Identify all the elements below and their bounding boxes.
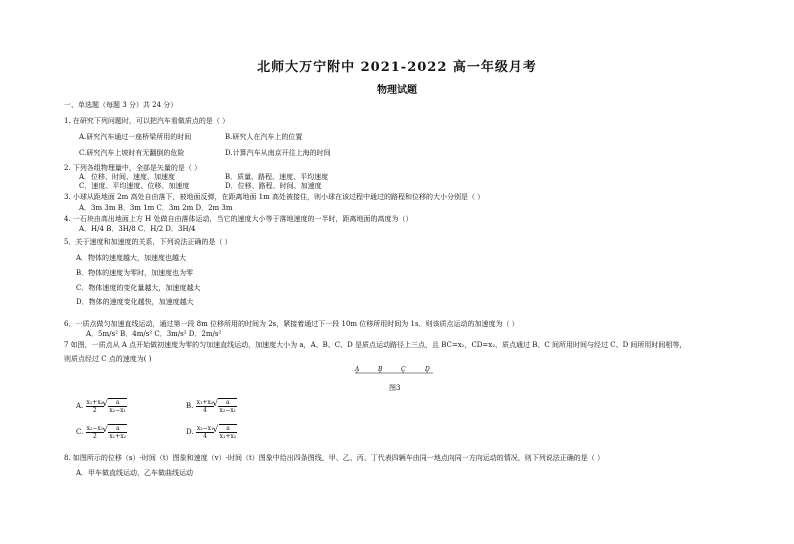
q8-stem: 8. 如图所示的位移（s）-时间（t）图象和速度（v）-时间（t）图象中给出四条图线，甲、乙、丙、丁代表四辆车由同一地点向同一方向运动的情况，则下列说法正确的是（ ）: [64, 454, 605, 462]
q7-option-d-fraction: [196, 425, 215, 440]
q4-stem: 4. 一石块由高出地面上方 H 处做自由落体运动，当它的速度大小等于落地速度的一半时，距离地面的高度为（）: [64, 215, 413, 223]
q7-b-numerator: x₁+x₂: [196, 398, 214, 406]
q7-option-b-label: B.: [186, 402, 194, 410]
q2-option-d: D．位移、路程、时间、加速度: [225, 182, 322, 190]
q5-option-c: C．物体速度的变化量越大，加速度越大: [76, 284, 201, 292]
q2-option-b: B．质量、路程、速度、平均速度: [225, 173, 329, 181]
q6-stem: 6．一质点做匀加速直线运动，通过第一段 8m 位移所用的时间为 2s，紧接着通过下一段 10m 位移所用时间为 1s．则该质点运动的加速度为（ ）: [64, 320, 519, 328]
q2-stem: 2. 下列各组物理量中，全部是矢量的是（ ）: [64, 164, 202, 172]
q2-option-c: C．速度、平均速度、位移、加速度: [79, 182, 190, 190]
q7-b-root-num: √ a: [218, 399, 237, 407]
q7-a-denominator: 2: [92, 406, 97, 414]
q7-c-root-den: x₁+x₂: [109, 433, 127, 440]
q7-c-root-num: √ a: [108, 425, 127, 433]
q7-d-root-den: x₁+x₂: [219, 433, 237, 440]
point-label-c: C: [401, 366, 406, 373]
q7-option-b-sqrt: [218, 398, 237, 414]
q7-option-c: [76, 424, 127, 440]
q7-d-numerator: x₂−x₁: [196, 424, 214, 432]
q1-option-d: D.计算汽车从南京开往上海的时间: [225, 149, 331, 157]
figure-caption: 图3: [389, 384, 401, 392]
q7-option-a-label: A.: [76, 402, 84, 410]
q7-b-denominator: 4: [203, 406, 207, 414]
exam-title: 北师大万宁附中 2021-2022 高一年级月考: [257, 60, 537, 75]
q7-option-d: [186, 424, 237, 440]
q7-b-root-den: x₂−x₁: [219, 407, 237, 414]
q7-a-root-den: x₂−x₁: [109, 407, 126, 414]
q7-option-d-label: D.: [186, 428, 194, 436]
q1-option-c: C.研究汽车上坡时有无翻倒的危险: [79, 149, 185, 157]
q2-option-a: A．位移、时间、速度、加速度: [79, 173, 176, 181]
q7-c-numerator: x₂−x₁: [86, 424, 104, 432]
q1-option-b: B.研究人在汽车上的位置: [225, 133, 303, 141]
q7-option-c-fraction: [86, 425, 105, 440]
q7-d-root-num: √ a: [219, 425, 238, 433]
q5-option-b: B．物体的速度为零时，加速度也为零: [76, 269, 194, 277]
q8-option-a: A．甲车做直线运动，乙车做曲线运动: [76, 469, 194, 477]
q7-option-b: [186, 398, 237, 414]
q1-stem: 1. 在研究下列问题时，可以把汽车看做质点的是（ ）: [64, 117, 230, 125]
q7-option-a: [76, 398, 127, 414]
q7-option-d-sqrt: [219, 424, 238, 440]
q7-option-c-label: C.: [76, 428, 84, 436]
q7-a-root-num: √ a: [108, 399, 127, 407]
point-label-d: D: [425, 366, 430, 373]
point-label-b: B: [378, 366, 383, 373]
q3-options: A．3m 3m B．3m 1m C．3m 2m D．2m 3m: [79, 204, 233, 212]
q7-c-denominator: 2: [92, 432, 97, 440]
q3-stem: 3. 小球从距地面 2m 高处自由落下，被地面反弹，在距离地面 1m 高处被接住，则小球在该过程中通过的路程和位移的大小分别是（ ）: [64, 193, 485, 201]
q7-stem-line2: 则质点经过 C 点的速度为( ): [64, 355, 152, 363]
q7-a-numerator: x₁+x₂: [86, 398, 104, 406]
exam-subtitle: 物理试题: [377, 85, 417, 96]
q7-line-figure: [355, 369, 433, 377]
q5-option-d: D．物体的速度变化越快，加速度越大: [76, 298, 194, 306]
q5-option-a: A．物体的速度越大，加速度也越大: [76, 254, 187, 262]
q4-options: A．H/4 B．3H/8 C．H/2 D．3H/4: [79, 225, 196, 233]
q5-stem: 5．关于速度和加速度的关系，下列说法正确的是（ ）: [64, 238, 232, 246]
q1-option-a: A.研究汽车通过一座桥梁所用的时间: [79, 133, 192, 141]
q7-option-a-sqrt: [108, 398, 127, 414]
q7-stem-line1: 7 如图，一质点从 A 点开始做初速度为零的匀加速直线运动，加速度大小为 a，A、B、C、D 是质点运动路径上三点，且 BC=x₁，CD=x₂，质点通过 B、C 间所用时间与经过 C、D 间所用时间相等，: [64, 341, 687, 349]
q7-option-c-sqrt: [108, 424, 127, 440]
section-heading: 一、单选题（每题 3 分）共 24 分）: [64, 101, 178, 109]
q7-option-a-fraction: [86, 399, 105, 414]
q7-d-denominator: 4: [203, 432, 208, 440]
q7-option-b-fraction: [196, 399, 215, 414]
q6-options: A．5m/s² B．4m/s² C．3m/s² D．2m/s²: [86, 330, 222, 338]
point-label-a: A: [355, 366, 360, 373]
